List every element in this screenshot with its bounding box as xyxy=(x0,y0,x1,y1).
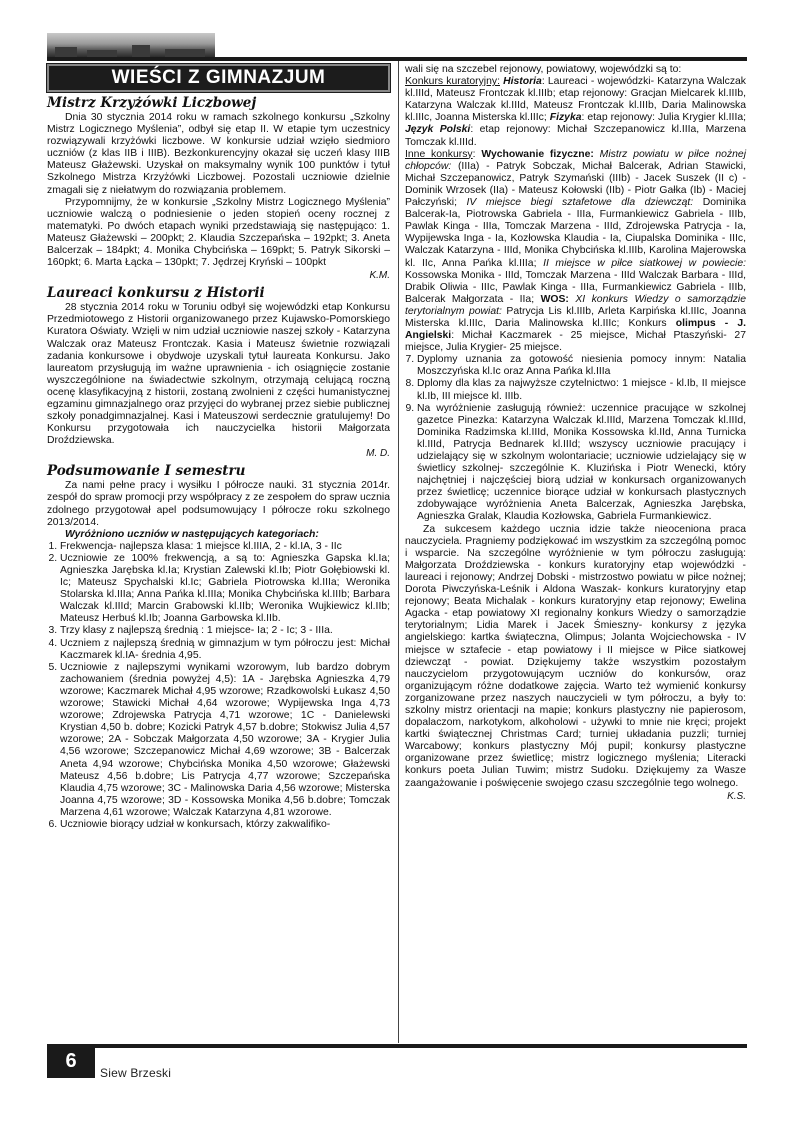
article-paragraph: 28 stycznia 2014 roku w Toruniu odbył się wojewódzki etap Konkursu Przedmiotowego z Historii organizowanego przez Kujawsko-Pomorskiego Kuratora Oświaty. Wzięli w nim udział uczniowie naszej szkoły - Katarzyna Walczak oraz Mateusz Frontczak. Kasia i Mateusz świetnie rozwiązali zadania konkursowe i obydwoje uzyskali tytuł laureata Konkursu. Jako laureatom przysługują im ważne uprawnienia - ich osiągnięcie zostanie wyszczególnione na świadectwie szkolnym, otrzymają celującą roczną ocenę klasyfikacyjną z historii, zostaną zwolnieni z części humanistycznej egzaminu gimnazjalnego oraz przyjęci do wybranej przez siebie publicznej szkoły ponadgimnazjalnej. Kasi i Mateuszowi serdecznie gratulujemy! Do Konkursu przygotowała ich nauczycielka historii Małgorzata Droździewska. xyxy=(47,302,390,447)
house-shape xyxy=(165,49,205,57)
contest-text: : Laureaci - wojewódzki- Katarzyna Walczak kl.IIId, Mateusz Frontczak kl.IIIb; etap rejonowy: Gracjan Mielcarek kl.IIIb, Katarzyna Walczak kl.IIId, Mateusz Frontczak kl.IIIb, Daria Malinowska kl.IIIc, Joanna Misterska kl.IIIc; xyxy=(405,76,746,124)
contest-text: Patrycja Lis kl.IIIb, Arleta Karpińska kl.IIIc, Joanna Misterska kl.IIIc, Daria Malinowska kl.IIIc; Konkurs xyxy=(405,305,746,329)
subject-label: Język Polski xyxy=(405,124,471,136)
contest-title: II miejsce w piłce siatkowej w powiecie: xyxy=(543,257,747,269)
contest-paragraph: Inne konkursy: Wychowanie fizyczne: Mistrz powiatu w piłce nożnej chłopców: (IIIa) - Patryk Sobczak, Michał Balcerak, Adrian Stawicki, Michał Szczepanowicz, Patryk Szymański (IIIb) - Jacek Suszek (II c) - Dominik Wrzosek (IIa) - Mateusz Kołowski (IIb) - Piotr Gałka (Ib) - Maciej Pałczyński; IV miejsce biegi sztafetowe dla dziewcząt: Dominika Balcerak-Ia, Piotrowska Gabriela - IIIa, Furmankiewicz Gabriela - IIIb, Pawlak Kinga - IIIa, Tomczak Marzena - IIId, Zdrojewska Patrycja - Ia, Wypijewska Inga - Ia, Kozłowska Klaudia - Ia, Ciupalska Dominika - IIIc, Walczak Katarzyna - IIId, Monika Chybcińska kl.IIIb, Karolina Majerowska kl. IIc, Anna Pańka kl.IIIa; II miejsce w piłce siatkowej w powiecie: Kossowska Monika - IIId, Tomczak Marzena - IIId Walczak Barbara - IIId, Drabik Oliwia - IIIc, Pawlak Kinga - IIIa, Furmankiewicz Gabriela - IIIb, Balcerak Małgorzata - IIa; WOS: XI konkurs Wiedzy o samorządzie terytorialnym powiat: Patrycja Lis kl.IIIb, Arleta Karpińska kl.IIIc, Joanna Misterska kl.IIIc, Daria Malinowska kl.IIIc; Konkurs olimpus - J. Angielski: Michał Kaczmarek - 25 miejsce, Michał Ptaszyński- 27 miejsce, Julia Krygier- 25 miejsce. xyxy=(405,148,747,354)
subject-label: Wychowanie fizyczne: xyxy=(481,148,594,160)
contest-title: XI konkurs Wiedzy o samorządzie terytorialnym powiat: xyxy=(405,293,747,317)
list-item: 1. Frekwencja- najlepsza klasa: 1 miejsce kl.IIIA, 2 - kl.IA, 3 - IIc xyxy=(60,541,390,553)
footer-title: Siew Brzeski xyxy=(100,1066,172,1080)
contest-text: Kossowska Monika - IIId, Tomczak Marzena - IIId Walczak Barbara - IIId, Drabik Oliwia - IIIc, Pawlak Kinga - IIIa, Furmankiewicz Gabriela - IIIb, Balcerak Małgorzata - IIa; xyxy=(405,269,746,305)
header-photo xyxy=(47,33,215,57)
list-item: 5. Uczniowie z najlepszymi wynikami wzorowym, lub bardzo dobrym zachowaniem (średnia powyżej 4,5): 1A - Jarębska Agnieszka 4,79 wzorowe; Kaczmarek Michał 4,95 wzorowe; Rzadkowolski Łukasz 4,50 wzorowe; Stawicki Michał 4,64 wzorowe; Wypijewska Inga 4,73 wzorowe; Zdrojewska Patrycja 4,71 wzorowe; 1C - Danielewski Krystian 4,50 b. dobre; Kozicki Patryk 4,57 b.dobre; Stokwisz Julia 4,57 wzorowe; 2A - Sobczak Małgorzata 4,50 wzorowe; 3A - Krygier Julia 4,56 wzorowe; Szczepanowicz Michał 4,69 wzorowe; 3B - Balcerzak Aneta 4,94 wzorowe; Chybcińska Monika 4,50 wzorowe; Głażewski Mateusz 4,56 b.dobre; Lis Patrycja 4,77 wzorowe; Szczepańska Klaudia 4,75 wzorowe; 3C - Malinowska Daria 4,56 wzorowe; Misterska Joanna 4,75 wzorowe; 3D - Kossowska Monika 4,56 b.dobre; Tomczak Marzena 4,61 wzorowe; Walczak Katarzyna 4,81 wzorowe. xyxy=(60,662,390,819)
author-signature: K.M. xyxy=(369,270,390,282)
list-item: 8. Dplomy dla klas za najwyższe czytelnictwo: 1 miejsce - kl.Ib, II miejsce kl.Ib, III miejsce kl. IIIb. xyxy=(417,378,746,402)
column-divider xyxy=(398,61,399,1043)
author-signature: K.S. xyxy=(727,790,746,802)
top-rule xyxy=(47,57,747,61)
contest-text: : etap rejonowy: Michał Szczepanowicz kl.IIIa, Marzena Tomczak kl.IIId. xyxy=(405,124,746,148)
contest-text: (IIIa) - Patryk Sobczak, Michał Balcerak, Adrian Stawicki, Michał Szczepanowicz, Patryk Szymański (IIIb) - Jacek Suszek (II c) - Dominik Wrzosek (IIa) - Mateusz Kołowski (IIb) - Piotr Gałka (Ib) - Maciej Pałczyński; xyxy=(405,160,746,209)
categories-heading: Wyróżniono uczniów w następujących kategoriach: xyxy=(65,528,319,540)
continued-text: wali się na szczebel rejonowy, powiatowy, wojewódzki są to: xyxy=(405,64,682,75)
subject-label: Fizyka xyxy=(549,112,582,124)
article-paragraph: Przypomnijmy, że w konkursie „Szkolny Mistrz Logicznego Myślenia” uczniowie walczą o podniesienie o jeden stopień oceny rocznej z matematyki. Po dwóch etapach wyniki przedstawiają się następująco: 1. Mateusz Głażewski – 200pkt; 2. Klaudia Szczepańska – 192pkt; 3. Aneta Balcerzak – 184pkt; 4. Monika Chybcińska – 169pkt; 5. Patryk Sikorski – 160pkt; 6. Marta Łącka – 130pkt; 7. Jędrzej Kryński – 100pkt xyxy=(47,196,390,269)
article-paragraph: Dnia 30 stycznia 2014 roku w ramach szkolnego konkursu „Szkolny Mistrz Logicznego Myślenia”, odbył się etap II. W etapie tym uczestnicy rozwiązywali krzyżówki liczbowe. W konkursie udział wzięło siedmioro uczniów (z klas IIB i IIIB). Bezkonkurencyjny okazał się uczeń klasy IIIB Mateusz Głażewski. Uzyskał on maksymalny wynik 100 punktów i tytuł Szkolnego Mistrza Krzyżówki Liczbowej. Pozostali uczniowie dzielnie zmagali się z niełatwym do rozwiązania problemem. xyxy=(47,112,390,196)
bottom-rule xyxy=(95,1044,747,1048)
awards-list xyxy=(47,541,390,831)
list-item: 7. Dyplomy uznania za gotowość niesienia pomocy innym: Natalia Moszczyńska kl.Ic oraz Anna Pańka kl.IIIa xyxy=(417,354,746,378)
contest-text: Dominika Balcerak-Ia, Piotrowska Gabriela - IIIa, Furmankiewicz Gabriela - IIIb, Pawlak Kinga - IIIa, Tomczak Marzena - IIId, Zdrojewska Patrycja - Ia, Wypijewska Inga - Ia, Kozłowska Klaudia - Ia, Ciupalska Dominika - IIIc, Walczak Katarzyna - IIId, Monika Chybcińska kl.IIIb, Karolina Majerowska kl. IIc, Anna Pańka kl.IIIa; xyxy=(405,197,746,269)
contest-paragraph xyxy=(405,76,746,149)
contest-text: : etap rejonowy: Julia Krygier kl.IIIa; xyxy=(581,112,746,124)
subject-label: olimpus - J. Angielski xyxy=(405,317,747,342)
list-item: 9. Na wyróżnienie zasługują również: uczennice pracujące w szkolnej gazetce Pinezka: Katarzyna Walczak kl.IIId, Marzena Tomczak kl.IIId, Dominika Radzimska kl.IIId, Monika Kossowska kl.IId, Anna Turnicka kl.IIId, Patrycja Bednarek kl.IIId; wszyscy uczniowie pracujący i udzielający się w szkolnym wolontariacie; uczniowie udzielający się w świetlicy szkolnej- szczególnie K. Kluzińska i Piotr Wenecki, który najchętniej i najczęściej biorą udział w konkursach organizowanych przez świetlicę; uczennice biorące udział w konkursach plastycznych zdobywające wyróżnienia Aneta Balcerzak, Agnieszka Jarębska, Agnieszka Gralak, Klaudia Kozłowska, Gabriela Furmankiewicz. xyxy=(417,403,746,524)
article-paragraph: Za nami pełne pracy i wysiłku I półrocze nauki. 31 stycznia 2014r. zespół do spraw promocji przy współpracy z ze zespołem do spraw ucznia zdolnego przygotował apel podsumowujący I półrocze roku szkolnego 2013/2014. xyxy=(47,480,390,528)
article-title: Mistrz Krzyżówki Liczbowej xyxy=(47,95,257,111)
subject-label: Historia xyxy=(503,76,542,88)
contest-label: Inne konkursy xyxy=(405,148,473,160)
contest-title: IV miejsce biegi sztafetowe dla dziewcząt: xyxy=(466,197,694,209)
list-item: 4. Uczniem z najlepszą średnią w gimnazjum w tym półroczu jest: Michał Kaczmarek kl.IA- średnia 4,95. xyxy=(60,638,390,662)
page-number: 6 xyxy=(47,1044,95,1078)
article-title: Laureaci konkursu z Historii xyxy=(47,285,265,302)
contest-text: : Michał Kaczmarek - 25 miejsce, Michał Ptaszyński- 27 miejsce, Julia Krygier- 25 miejsce. xyxy=(405,330,746,354)
left-column xyxy=(47,64,390,831)
right-column xyxy=(405,64,746,806)
section-banner: WIEŚCI Z GIMNAZJUM xyxy=(47,64,390,92)
house-shape xyxy=(87,50,117,57)
list-item: 2. Uczniowie ze 100% frekwencją, a są to: Agnieszka Gapska kl.Ia; Agnieszka Jarębska kl.Ia; Krystian Zalewski kl.Ib; Piotr Gołębiowski kl. Ic; Mateusz Spychalski kl.Ic; Gabriela Piotrowska kl.IIIa; Weronika Stolarska kl.IIIa; Anna Pańka kl.IIIa; Monika Chybcińska kl.IIIb; Barbara Walczak kl.IIId; Marcin Grabowski kl.IIb; Weronika Wujkiewicz kl.IIb; Mateusz Herbuś kl.Ib; Joanna Garbowska kl.IIb. xyxy=(60,553,390,626)
contest-title: Mistrz powiatu w piłce nożnej chłopców: xyxy=(405,148,747,172)
author-signature: M. D. xyxy=(366,448,390,460)
subject-label: WOS: xyxy=(540,293,569,305)
list-item: 6. Uczniowie biorący udział w konkursach, którzy zakwalifiko- xyxy=(60,819,390,831)
article-title: Podsumowanie I semestru xyxy=(47,463,246,480)
list-item: 3. Trzy klasy z najlepszą średnią : 1 miejsce- Ia; 2 - Ic; 3 - IIIa. xyxy=(60,625,390,637)
house-shape xyxy=(55,47,77,57)
awards-list-continued xyxy=(405,354,746,523)
contest-label: Konkurs kuratoryjny: xyxy=(405,76,500,88)
house-shape xyxy=(132,45,150,57)
closing-paragraph: Za sukcesem każdego ucznia idzie także nieoceniona praca nauczyciela. Pragniemy podziękować im wszystkim za szczególną pomoc i wsparcie. Na szczególne wyróżnienie w tym półroczu zasługują: Małgorzata Droździewska - konkurs kuratoryjny etap wojewódzki - laureaci i rejonowy; Andrzej Dobski - mistrzostwo powiatu w piłce nożnej; Dorota Piwczyńska-Leśnik i Aldona Waszak- konkurs kuratoryjny etap rejonowy; Beata Michalak - konkurs kuratoryjny etap rejonowy; Ewelina Agacka - etap powiatowy XI regionalny konkurs Wiedzy o samorządzie terytorialnym; Lidia Marek i Jacek Śmieszny- konkursy z języka angielskiego: kartka świąteczna, Olimpus; Jolanta Wojciechowska - IV miejsce w sztafecie - etap powiatowy i II miejsce w Piłce siatkowej dziewcząt - powiat. Dziękujemy także wszystkim pozostałym nauczycielom przygotowującym uczniów do konkursów, oraz organizującym różne dodatkowe zajęcia. Warto też wymienić konkursy zorganizowane przez naszych nauczycieli w tym półroczu, a były to: szkolny mistrz orientacji na mapie; konkurs plastyczny nie papierosom, dopalaczom, narkotykom, alkoholowi - używki to mnie nie kręci; projekt kartki świątecznej Christmas Card; turniej układania puzzli; turniej Warcabowy; konkurs plastyczny Mój pupil; konkursy plastyczne organizowane przez świetlicę; mistrz logicznego myślenia; Literacki konkurs poeta Julian Tuwim; mistrz Sudoku. Dziękujemy za Wasze zaangażowanie i poświęcenie swojego czasu szczególnie tego wolnego. xyxy=(405,523,746,789)
